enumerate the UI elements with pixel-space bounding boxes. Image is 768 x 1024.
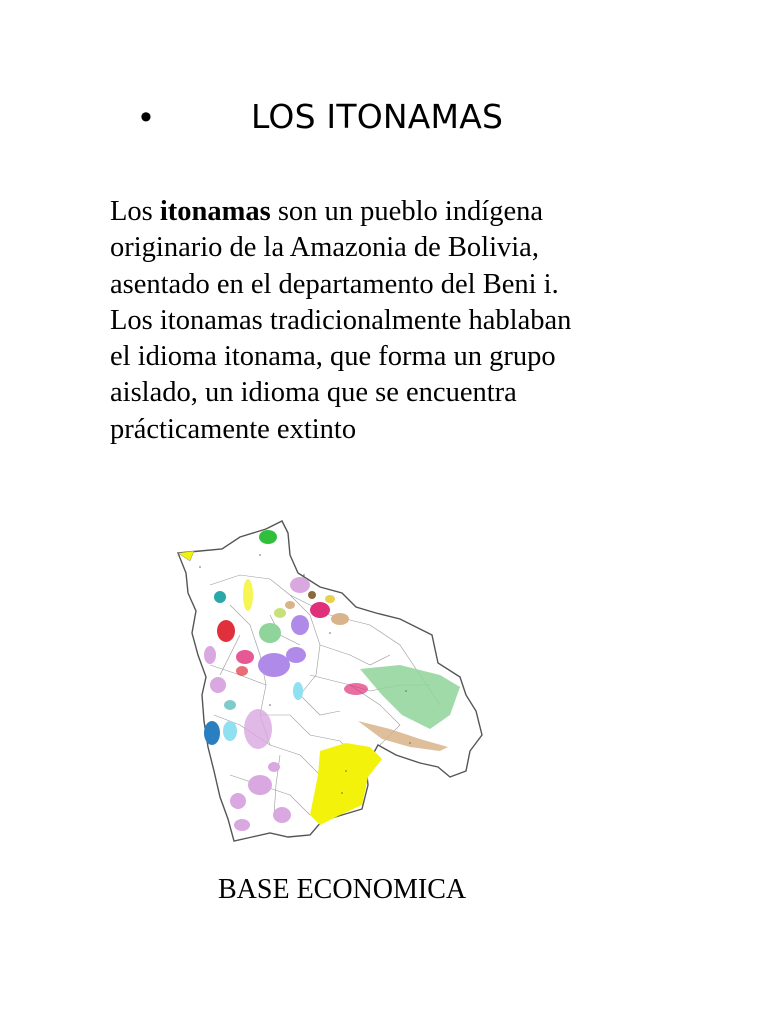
text-segment: aislado, un idioma que se encuentra <box>110 377 517 409</box>
text-segment: Los itonamas tradicionalmente hablaban <box>110 304 572 336</box>
intro-paragraph <box>110 194 710 448</box>
text-segment: originario de la Amazonia de Bolivia, <box>110 232 539 264</box>
paragraph-line <box>110 194 710 230</box>
paragraph-line <box>110 267 710 303</box>
bold-term: itonamas <box>159 196 271 227</box>
bolivia-map-figure <box>170 515 490 850</box>
text-segment: son un pueblo indígena <box>270 196 544 227</box>
page-title: LOS ITONAMAS <box>251 97 504 136</box>
bullet-icon: • <box>140 98 152 136</box>
paragraph-line <box>110 230 710 266</box>
text-segment: prácticamente extinto <box>110 413 357 445</box>
text-segment: el idioma itonama, que forma un grupo <box>110 341 556 373</box>
section-title: BASE ECONOMICA <box>218 874 467 905</box>
paragraph-line <box>110 303 710 339</box>
text-segment: asentado en el departamento del Beni i. <box>110 268 559 300</box>
heading <box>130 92 630 142</box>
bolivia-ethnic-map-icon <box>170 515 490 850</box>
paragraph-line <box>110 375 710 411</box>
text-segment: Los <box>110 196 160 227</box>
paragraph-line <box>110 412 710 448</box>
paragraph-line <box>110 339 710 375</box>
